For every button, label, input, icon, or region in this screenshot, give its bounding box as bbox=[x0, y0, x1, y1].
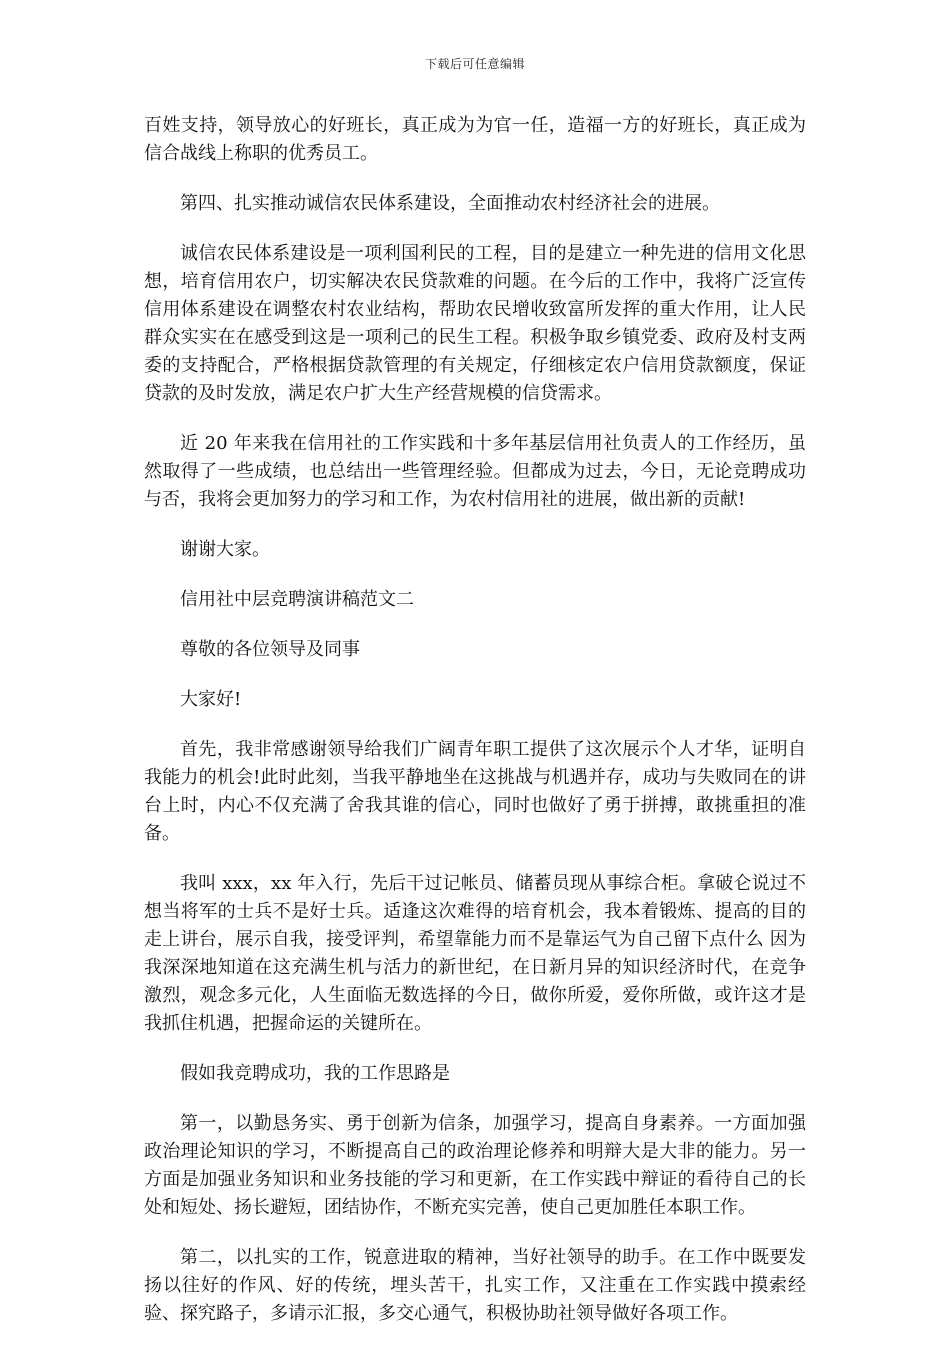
paragraph: 第四、扎实推动诚信农民体系建设，全面推动农村经济社会的进展。 bbox=[180, 193, 720, 214]
page-header: 下载后可任意编辑 bbox=[424, 57, 525, 71]
paragraph: 我叫 xxx，xx 年入行，先后干过记帐员、储蓄员现从事综合柜。拿破仑说过不想当将军的士兵不是好士兵。适逢这次难得的培育机会，我本着锻炼、提高的目的走上讲台，展示自我，接受评判，希望靠能力而不是靠运气为自己留下点什么 因为我深深地知道在这充满生机与活力的新世纪，在日新月异的知识经济时代，在竞争激烈，观念多元化，人生面临无数选择的今日，做你所爱，爱你所做，或许这才是我抓住机遇，把握命运的关键所在。 bbox=[144, 873, 806, 1034]
paragraph: 假如我竞聘成功，我的工作思路是 bbox=[180, 1063, 450, 1084]
paragraph: 近 20 年来我在信用社的工作实践和十多年基层信用社负责人的工作经历，虽然取得了一些成绩，也总结出一些管理经验。但都成为过去，今日，无论竞聘成功与否，我将会更加努力的学习和工作，为农村信用社的进展，做出新的贡献! bbox=[144, 433, 806, 510]
paragraph: 谢谢大家。 bbox=[180, 539, 270, 560]
paragraph: 第一，以勤恳务实、勇于创新为信条，加强学习，提高自身素养。一方面加强政治理论知识的学习，不断提高自己的政治理论修养和明辩大是大非的能力。另一方面是加强业务知识和业务技能的学习和更新，在工作实践中辩证的看待自己的长处和短处、扬长避短，团结协作，不断充实完善，使自己更加胜任本职工作。 bbox=[144, 1113, 806, 1218]
paragraph: 百姓支持，领导放心的好班长，真正成为为官一任，造福一方的好班长，真正成为信合战线上称职的优秀员工。 bbox=[144, 115, 806, 164]
paragraph: 诚信农民体系建设是一项利国利民的工程，目的是建立一种先进的信用文化思想，培育信用农户，切实解决农民贷款难的问题。在今后的工作中，我将广泛宣传信用体系建设在调整农村农业结构，帮助农民增收致富所发挥的重大作用，让人民群众实实在在感受到这是一项利己的民生工程。积极争取乡镇党委、政府及村支两委的支持配合，严格根据贷款管理的有关规定，仔细核定农户信用贷款额度，保证贷款的及时发放，满足农户扩大生产经营规模的信贷需求。 bbox=[144, 243, 806, 404]
salutation: 尊敬的各位领导及同事 bbox=[180, 639, 360, 660]
paragraph: 首先，我非常感谢领导给我们广阔青年职工提供了这次展示个人才华，证明自我能力的机会!此时此刻，当我平静地坐在这挑战与机遇并存，成功与失败同在的讲台上时，内心不仅充满了舍我其谁的信心，同时也做好了勇于拼搏，敢挑重担的准备。 bbox=[144, 739, 806, 844]
greeting: 大家好! bbox=[180, 689, 242, 710]
document-body bbox=[144, 112, 806, 1350]
section-title: 信用社中层竞聘演讲稿范文二 bbox=[180, 589, 414, 610]
paragraph: 第二，以扎实的工作，锐意进取的精神，当好社领导的助手。在工作中既要发扬以往好的作风、好的传统，埋头苦干，扎实工作，又注重在工作实践中摸索经验、探究路子，多请示汇报，多交心通气，积极协助社领导做好各项工作。 bbox=[144, 1247, 806, 1324]
